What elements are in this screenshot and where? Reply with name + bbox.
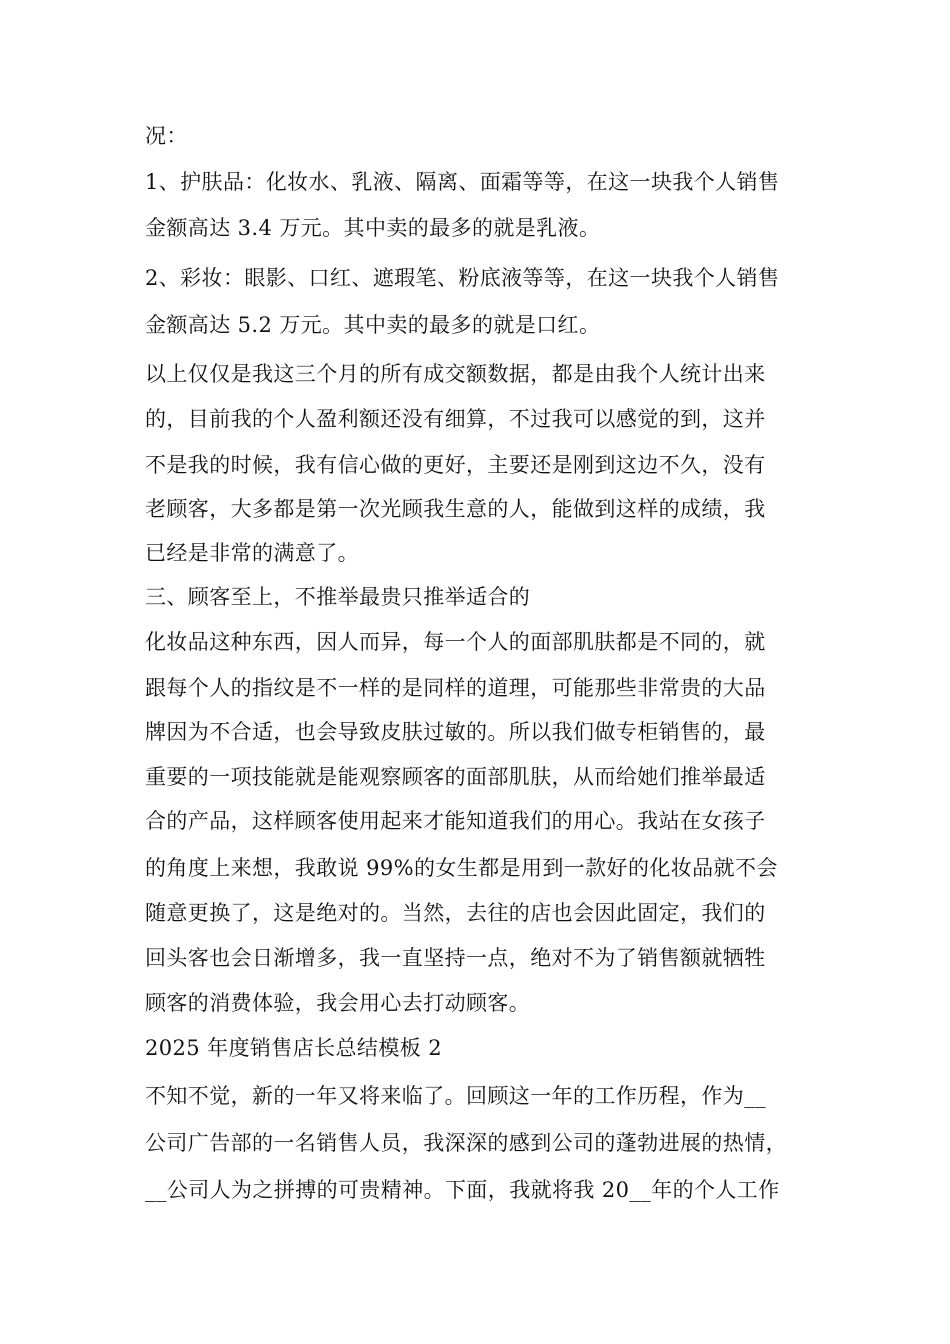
- text-line-paragraph: 跟每个人的指纹是不一样的是同样的道理，可能那些非常贵的大品: [145, 676, 766, 700]
- text-line-paragraph: 合的产品，这样顾客使用起来才能知道我们的用心。我站在女孩子: [145, 809, 766, 833]
- text-line-paragraph: 公司广告部的一名销售人员，我深深的感到公司的蓬勃进展的热情，: [145, 1131, 787, 1155]
- text-line-paragraph: 不知不觉，新的一年又将来临了。回顾这一年的工作历程，作为__: [145, 1084, 766, 1108]
- text-line-skincare-amount: 金额高达 3.4 万元。其中卖的最多的就是乳液。: [145, 216, 601, 240]
- text-line-makeup-item: 2、彩妆：眼影、口红、遮瑕笔、粉底液等等，在这一块我个人销售: [145, 266, 780, 290]
- text-line-paragraph: 随意更换了，这是绝对的。当然，去往的店也会因此固定，我们的: [145, 901, 766, 925]
- text-line-paragraph: 的角度上来想，我敢说 99%的女生都是用到一款好的化妆品就不会: [145, 856, 778, 880]
- text-line-paragraph: 不是我的时候，我有信心做的更好，主要还是刚到这边不久，没有: [145, 453, 766, 477]
- text-line-paragraph: 重要的一项技能就是能观察顾客的面部肌肤，从而给她们推举最适: [145, 765, 766, 789]
- text-line-paragraph: 化妆品这种东西，因人而异，每一个人的面部肌肤都是不同的，就: [145, 630, 766, 654]
- text-line-paragraph: 已经是非常的满意了。: [145, 541, 359, 565]
- text-line-paragraph: 老顾客，大多都是第一次光顾我生意的人，能做到这样的成绩，我: [145, 497, 766, 521]
- section-heading: 三、顾客至上，不推举最贵只推举适合的: [145, 585, 531, 609]
- text-line-skincare-item: 1、护肤品：化妆水、乳液、隔离、面霜等等，在这一块我个人销售: [145, 170, 780, 194]
- text-line-paragraph: 牌因为不合适，也会导致皮肤过敏的。所以我们做专柜销售的，最: [145, 720, 766, 744]
- text-line-continuation: 况：: [145, 124, 188, 148]
- text-line-paragraph: 顾客的消费体验，我会用心去打动顾客。: [145, 991, 531, 1015]
- document-title-heading: 2025 年度销售店长总结模板 2: [145, 1036, 442, 1060]
- text-line-paragraph: __公司人为之拼搏的可贵精神。下面，我就将我 20__年的个人工作: [145, 1178, 780, 1202]
- text-line-paragraph: 以上仅仅是我这三个月的所有成交额数据，都是由我个人统计出来: [145, 362, 766, 386]
- text-line-makeup-amount: 金额高达 5.2 万元。其中卖的最多的就是口红。: [145, 313, 601, 337]
- text-line-paragraph: 回头客也会日渐增多，我一直坚持一点，绝对不为了销售额就牺牲: [145, 946, 766, 970]
- text-line-paragraph: 的，目前我的个人盈利额还没有细算，不过我可以感觉的到，这并: [145, 407, 766, 431]
